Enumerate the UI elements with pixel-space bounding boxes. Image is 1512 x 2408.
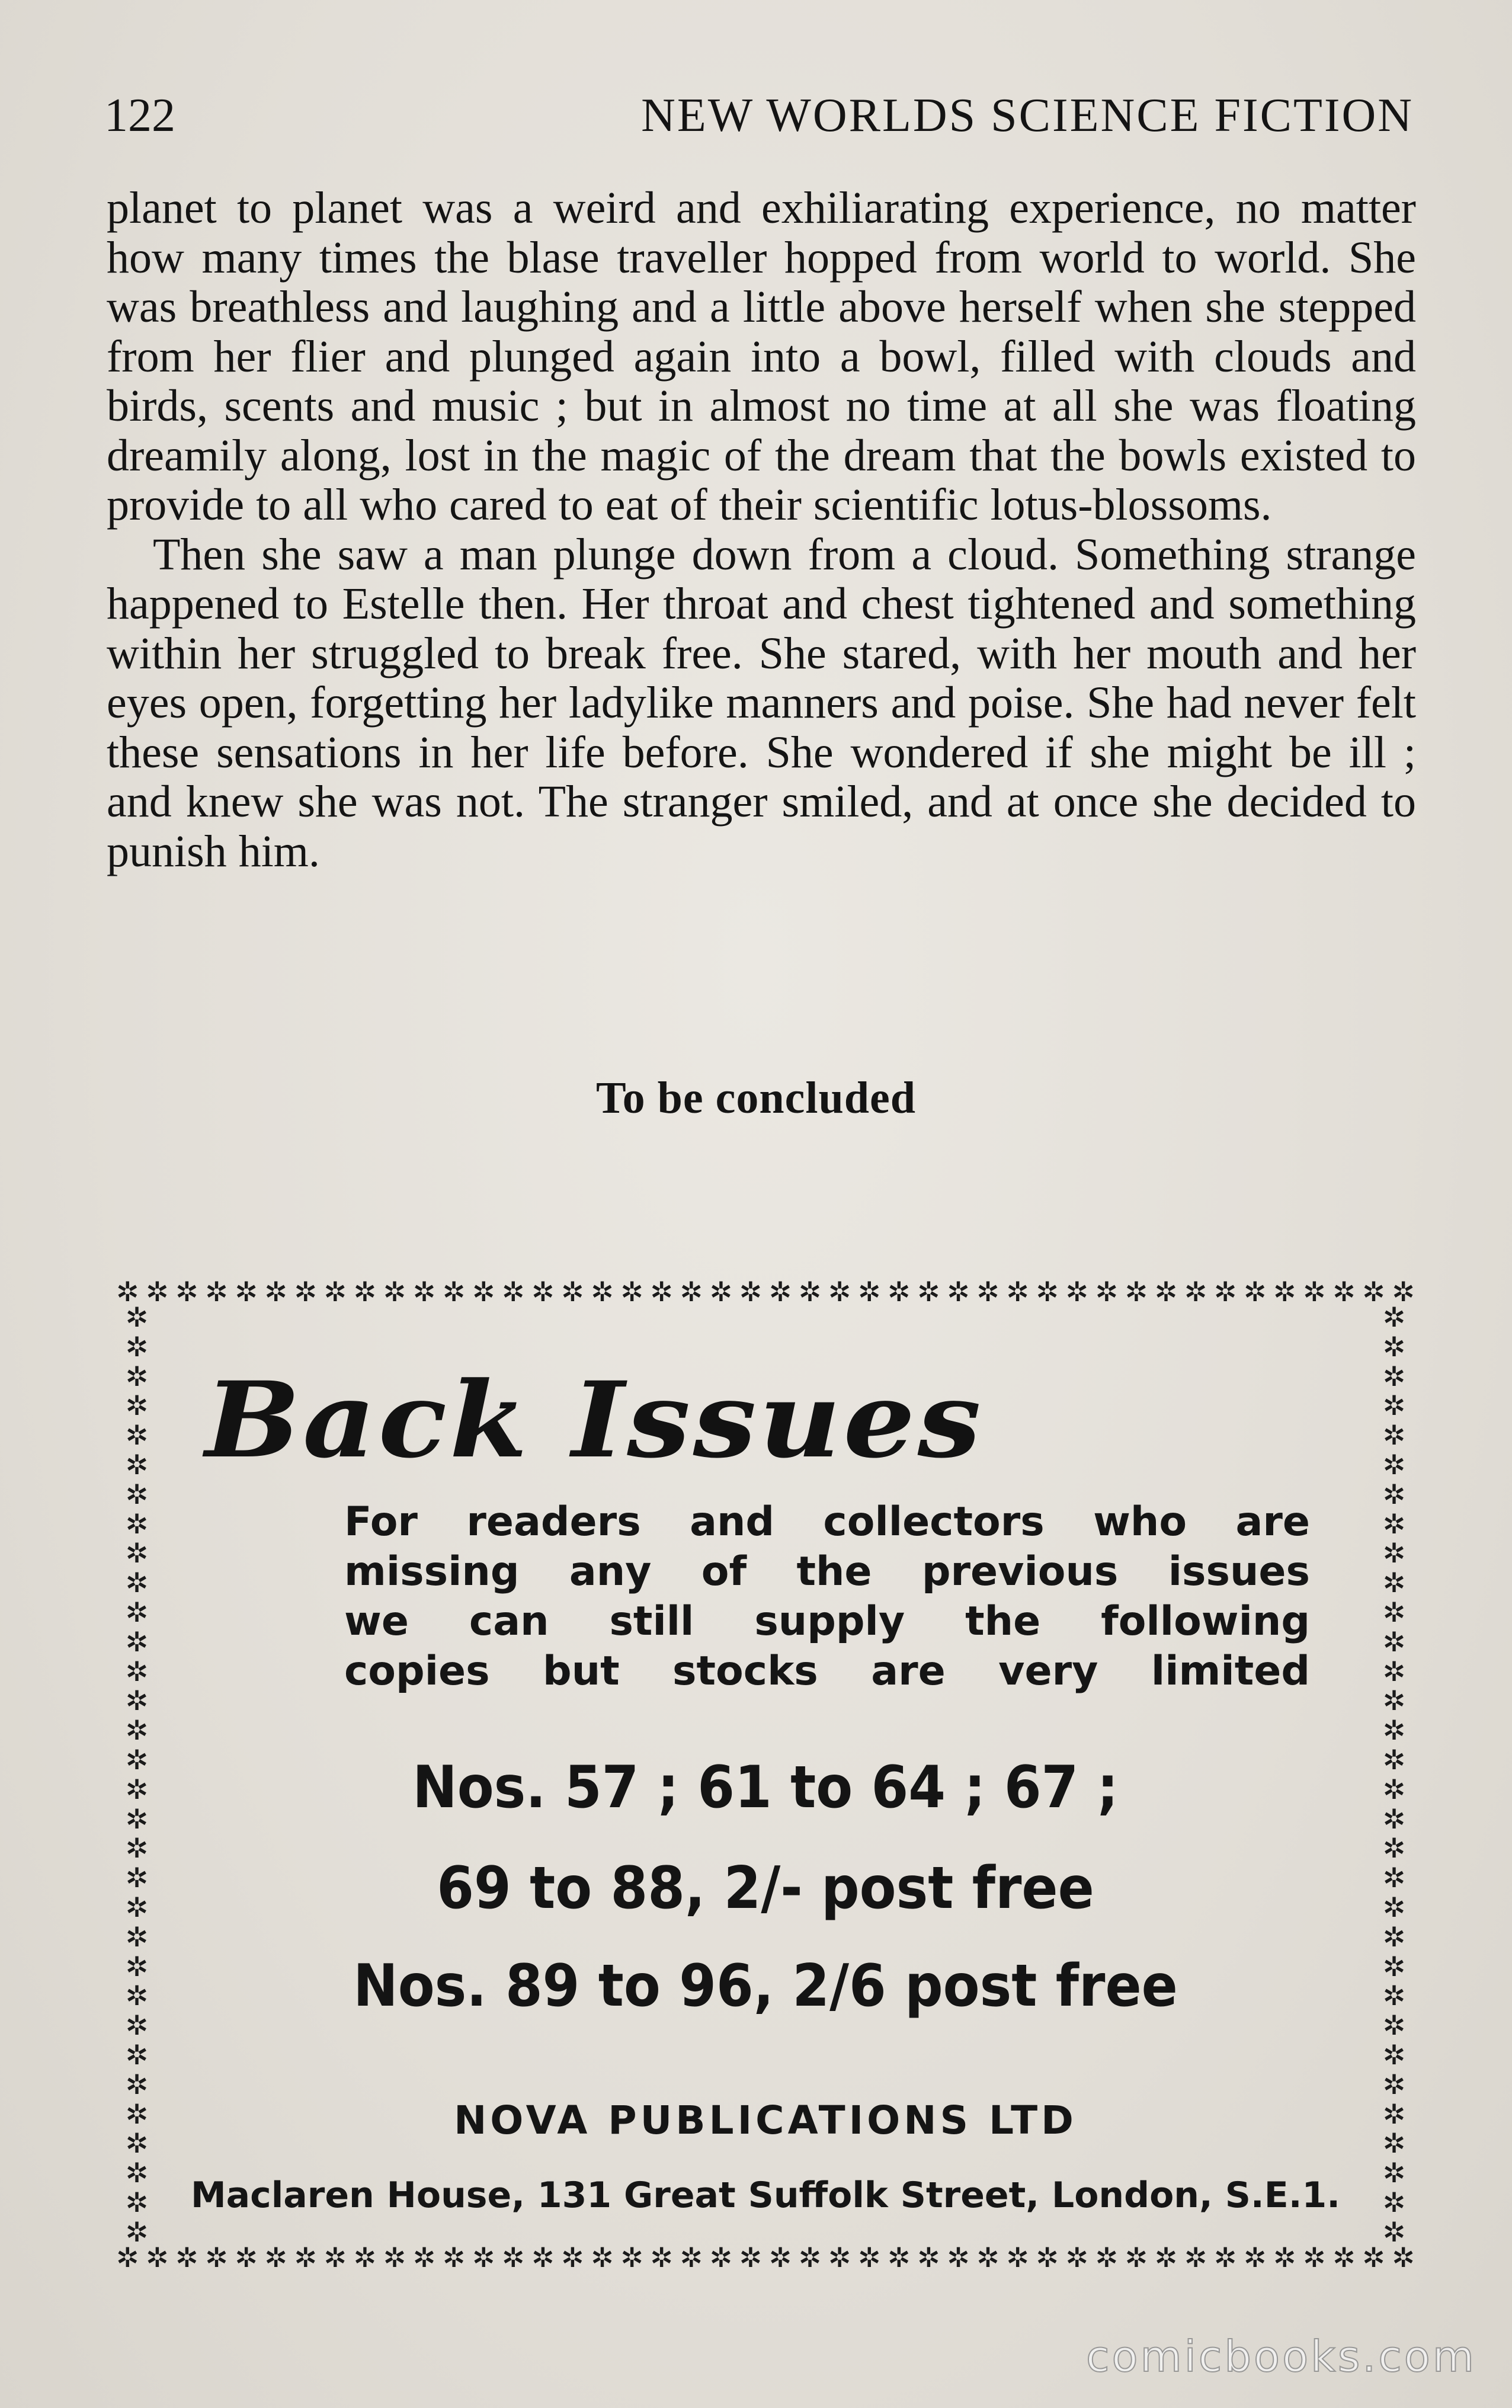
star-icon: ✲ [1382,1330,1406,1363]
star-icon: ✲ [798,1276,822,1308]
star-icon: ✲ [650,1276,673,1308]
star-icon: ✲ [1382,2127,1406,2160]
star-icon: ✲ [1065,2242,1089,2273]
star-icon: ✲ [125,1714,149,1747]
star-icon: ✲ [1392,1276,1415,1308]
available-issues-line: 69 to 88, 2/- post free [437,1855,1094,1922]
star-icon: ✲ [125,1743,149,1776]
star-icon: ✲ [620,2242,643,2273]
star-icon: ✲ [1362,1276,1385,1308]
star-icon: ✲ [442,2242,466,2273]
star-border-bottom [116,2237,1415,2278]
star-icon: ✲ [383,2242,406,2273]
star-icon: ✲ [857,2242,881,2273]
advert-title: Back Issues [205,1359,984,1481]
star-icon: ✲ [1213,1276,1237,1308]
star-icon: ✲ [1095,2242,1119,2273]
star-icon: ✲ [1303,1276,1326,1308]
star-icon: ✲ [1184,1276,1207,1308]
star-icon: ✲ [502,1276,525,1308]
star-icon: ✲ [125,1537,149,1570]
star-icon: ✲ [1095,1276,1119,1308]
star-icon: ✲ [1382,1862,1406,1894]
star-icon: ✲ [116,1276,139,1308]
star-icon: ✲ [1382,2038,1406,2071]
star-icon: ✲ [1382,2009,1406,2042]
available-issues-line: Nos. 89 to 96, 2/6 post free [353,1952,1178,2020]
star-icon: ✲ [1362,2242,1385,2273]
star-icon: ✲ [1382,1567,1406,1599]
star-icon: ✲ [1006,1276,1029,1308]
star-icon: ✲ [828,1276,851,1308]
star-icon: ✲ [125,1507,149,1540]
star-icon: ✲ [175,2242,198,2273]
star-icon: ✲ [502,2242,525,2273]
star-icon: ✲ [146,1276,169,1308]
star-icon: ✲ [125,1920,149,1953]
star-icon: ✲ [1382,1304,1406,1333]
star-icon: ✲ [125,1980,149,2012]
star-icon: ✲ [976,1276,1000,1308]
star-icon: ✲ [917,2242,940,2273]
star-icon: ✲ [1382,2215,1406,2246]
star-icon: ✲ [125,1448,149,1481]
star-icon: ✲ [353,2242,377,2273]
star-icon: ✲ [680,2242,703,2273]
star-icon: ✲ [561,1276,584,1308]
star-icon: ✲ [125,1625,149,1658]
star-icon: ✲ [323,1276,347,1308]
star-icon: ✲ [264,2242,287,2273]
star-icon: ✲ [235,1276,258,1308]
star-icon: ✲ [739,2242,763,2273]
star-icon: ✲ [125,2215,149,2246]
available-issues-line: Nos. 57 ; 61 to 64 ; 67 ; [412,1754,1119,1821]
advert-intro-line: For readers and collectors who are [344,1498,1310,1545]
star-icon: ✲ [472,2242,495,2273]
star-icon: ✲ [1382,1685,1406,1717]
star-icon: ✲ [1243,2242,1267,2273]
star-icon: ✲ [1382,1714,1406,1747]
star-icon: ✲ [125,1950,149,1983]
star-icon: ✲ [1382,1950,1406,1983]
star-icon: ✲ [125,2098,149,2130]
star-icon: ✲ [175,1276,198,1308]
star-icon: ✲ [1154,2242,1178,2273]
star-icon: ✲ [125,1802,149,1835]
star-icon: ✲ [828,2242,851,2273]
star-icon: ✲ [125,1478,149,1510]
star-icon: ✲ [1036,2242,1059,2273]
star-icon: ✲ [739,1276,763,1308]
star-icon: ✲ [888,2242,911,2273]
star-border-top [116,1271,1415,1312]
star-icon: ✲ [857,1276,881,1308]
star-icon: ✲ [620,1276,643,1308]
star-icon: ✲ [1243,1276,1267,1308]
star-icon: ✲ [1382,1537,1406,1570]
star-icon: ✲ [1382,1920,1406,1953]
star-icon: ✲ [323,2242,347,2273]
star-icon: ✲ [1303,2242,1326,2273]
star-icon: ✲ [917,1276,940,1308]
star-icon: ✲ [709,2242,733,2273]
star-icon: ✲ [1273,2242,1296,2273]
star-icon: ✲ [146,2242,169,2273]
star-icon: ✲ [125,1389,149,1422]
star-icon: ✲ [591,1276,614,1308]
star-icon: ✲ [472,1276,495,1308]
star-icon: ✲ [561,2242,584,2273]
star-icon: ✲ [947,1276,970,1308]
star-icon: ✲ [125,2186,149,2218]
star-icon: ✲ [125,2038,149,2071]
star-icon: ✲ [1184,2242,1207,2273]
star-icon: ✲ [531,2242,555,2273]
star-icon: ✲ [1382,1596,1406,1628]
star-icon: ✲ [383,1276,406,1308]
star-icon: ✲ [1382,1625,1406,1658]
star-icon: ✲ [125,1304,149,1333]
star-icon: ✲ [798,2242,822,2273]
star-icon: ✲ [235,2242,258,2273]
star-icon: ✲ [125,2157,149,2189]
star-icon: ✲ [294,2242,318,2273]
star-icon: ✲ [1382,2068,1406,2100]
star-icon: ✲ [264,1276,287,1308]
star-icon: ✲ [353,1276,377,1308]
story-text [107,184,1416,876]
star-icon: ✲ [125,2127,149,2160]
star-icon: ✲ [125,1655,149,1687]
star-icon: ✲ [1382,1980,1406,2012]
star-icon: ✲ [1273,1276,1296,1308]
star-icon: ✲ [1382,1360,1406,1392]
to-be-concluded-note: To be concluded [595,1073,917,1123]
star-icon: ✲ [768,1276,792,1308]
running-header [104,89,1414,148]
star-icon: ✲ [1382,1743,1406,1776]
advert-intro-line: missing any of the previous issues [344,1548,1310,1595]
star-icon: ✲ [125,1773,149,1805]
advert-intro-line: we can still supply the following [344,1598,1310,1645]
star-icon: ✲ [125,1596,149,1628]
star-icon: ✲ [1382,2157,1406,2189]
star-icon: ✲ [1382,1389,1406,1422]
star-icon: ✲ [1392,2242,1415,2273]
star-icon: ✲ [1382,1507,1406,1540]
star-icon: ✲ [1154,1276,1178,1308]
star-icon: ✲ [1382,1478,1406,1510]
publisher-name: NOVA PUBLICATIONS LTD [454,2098,1077,2143]
star-icon: ✲ [1036,1276,1059,1308]
advert-intro [344,1497,1310,1696]
star-icon: ✲ [116,2242,139,2273]
star-icon: ✲ [1382,1832,1406,1865]
star-icon: ✲ [125,2009,149,2042]
star-icon: ✲ [1125,1276,1148,1308]
star-icon: ✲ [768,2242,792,2273]
star-icon: ✲ [125,1567,149,1599]
star-icon: ✲ [650,2242,673,2273]
star-icon: ✲ [1382,1448,1406,1481]
star-icon: ✲ [591,2242,614,2273]
star-icon: ✲ [1382,1419,1406,1452]
star-icon: ✲ [205,2242,228,2273]
advert-intro-line: copies but stocks are very limited [344,1648,1310,1695]
magazine-title: NEW WORLDS SCIENCE FICTION [641,89,1414,142]
star-icon: ✲ [1213,2242,1237,2273]
story-paragraph: planet to planet was a weird and exhiliarating experience, no matter how many times the blase traveller hopped from world to world. She was breathless and laughing and a little above herself when she stepped from her flier and plunged again into a bowl, filled with clouds and birds, scents and music ; but in almost no time at all she was floating dreamily along, lost in the magic of the dream that the bowls existed to provide to all who cared to eat of their scientific lotus-blossoms. [107,183,1416,530]
publisher-address: Maclaren House, 131 Great Suffolk Street, London, S.E.1. [190,2175,1341,2216]
star-icon: ✲ [1382,2098,1406,2130]
star-icon: ✲ [125,1891,149,1923]
star-icon: ✲ [1125,2242,1148,2273]
story-paragraph: Then she saw a man plunge down from a cloud. Something strange happened to Estelle then. Her throat and chest tightened and something within her struggled to break free. She stared, with her mouth and her eyes open, forgetting her ladylike manners and poise. She had never felt these sensations in her life before. She wondered if she might be ill ; and knew she was not. The stranger smiled, and at once she decided to punish him. [107,529,1416,876]
back-issues-advert [116,1271,1415,2278]
star-icon: ✲ [1382,1773,1406,1805]
star-icon: ✲ [442,1276,466,1308]
star-icon: ✲ [531,1276,555,1308]
star-icon: ✲ [1382,1891,1406,1923]
star-icon: ✲ [412,1276,436,1308]
star-icon: ✲ [1382,1802,1406,1835]
star-icon: ✲ [125,1419,149,1452]
star-icon: ✲ [976,2242,1000,2273]
star-icon: ✲ [1332,1276,1356,1308]
star-icon: ✲ [412,2242,436,2273]
star-icon: ✲ [947,2242,970,2273]
star-icon: ✲ [1382,2186,1406,2218]
page-number: 122 [104,89,175,142]
star-icon: ✲ [125,1330,149,1363]
star-icon: ✲ [125,1360,149,1392]
star-icon: ✲ [125,1832,149,1865]
star-icon: ✲ [294,1276,318,1308]
star-icon: ✲ [125,2068,149,2100]
star-icon: ✲ [1382,1655,1406,1687]
star-icon: ✲ [680,1276,703,1308]
star-icon: ✲ [1006,2242,1029,2273]
star-icon: ✲ [205,1276,228,1308]
watermark-logo: comicbooks.com [1085,2332,1476,2381]
star-icon: ✲ [125,1685,149,1717]
star-icon: ✲ [1065,1276,1089,1308]
star-icon: ✲ [888,1276,911,1308]
star-icon: ✲ [1332,2242,1356,2273]
star-icon: ✲ [709,1276,733,1308]
star-icon: ✲ [125,1862,149,1894]
